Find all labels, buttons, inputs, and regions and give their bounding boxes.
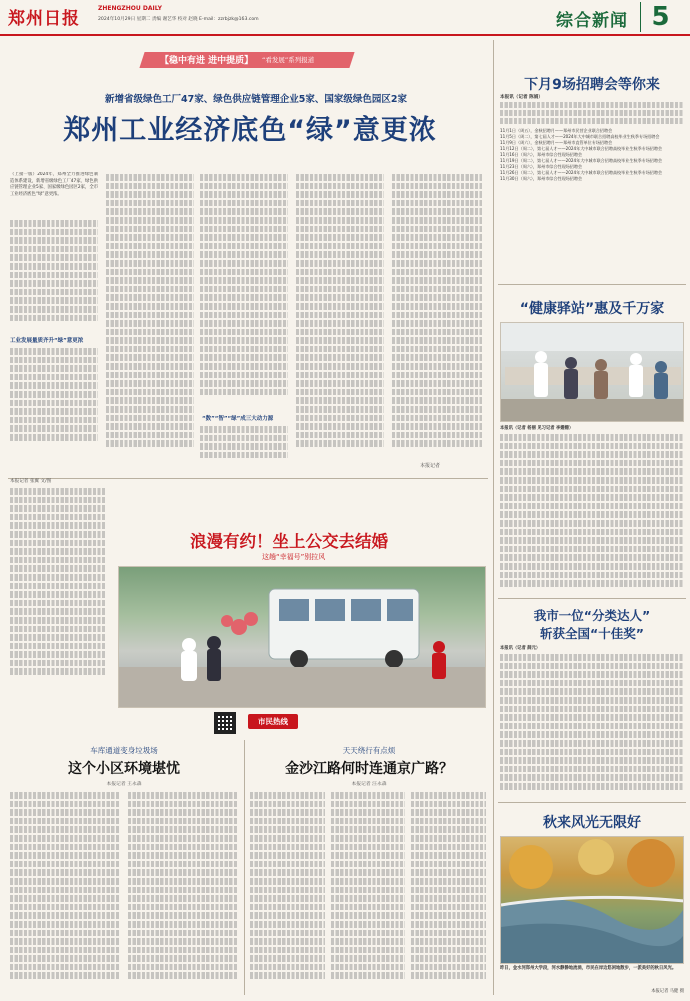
right-divider-1 [498,284,686,285]
trash-byline: 本报记者 王永森 [106,782,142,787]
jobs-item: 11月23日（周六），郑州市综合性现场招聘会 [500,164,583,169]
lead-text-col3 [200,172,288,412]
jobs-item: 11月16日（周六），郑州市综合性现场招聘会 [500,152,583,157]
trash-title: 这个小区环境堪忧 [68,761,180,777]
sorting-text [500,652,684,800]
sorting-title-1: 我市一位“分类达人” [533,608,651,623]
masthead [0,0,690,36]
autumn-caption: 昨日，金水河郑州大学段，河水静静地流淌，市民在岸边悠闲地散步，一派美好的秋日风光。 [500,966,677,971]
autumn-credit: 本报记者 马健 摄 [651,989,684,994]
right-divider-2 [498,598,686,599]
autumn-title: 秋来风光无限好 [543,815,641,831]
autumn-photo-scene [501,837,684,964]
lead-tag-sub: “看发展”系列报道 [262,56,315,64]
jobs-item: 11月5日（周二），第七届人才——2024年大中城市联合招聘高校毕业生秋季专场招聘会 [500,134,660,139]
jobs-list [500,128,684,182]
lead-text-col1 [10,218,98,336]
lead-text-col3b [200,424,288,464]
masthead-logo: 郑州日报 [8,9,80,29]
lead-subtitle: 新增省级绿色工厂47家、绿色供应链管理企业5家、国家级绿色园区2家 [105,94,407,105]
health-photo [500,322,684,422]
jobs-item: 11月9日（周六），金秋招聘月——郑州市直管单位专场招聘会 [500,140,613,145]
jobs-title: 下月9场招聘会等你来 [524,77,660,93]
lead-text-col1b [10,346,98,464]
road-text [250,790,486,990]
hotline-divider [244,740,245,995]
health-text [500,432,684,594]
lead-byline: 本报记者 [420,463,441,469]
page-number: 5 [640,2,680,32]
autumn-photo [500,836,684,964]
jobs-item: 11月12日（周二），第七届人才——2024年大中城市联合招聘高校毕业生秋季专场招聘会 [500,146,663,151]
lead-intro: （上接一版）2024年，郑州全力推进绿色制造体系建设，新增省级绿色工厂47家、绿色供应链管理企业5家、国家级绿色园区2家，全市工业经济底色“绿”意更浓。 [10,172,98,197]
bus-subtitle: 这趟“幸福号”别拉风 [262,553,326,561]
jobs-item: 11月19日（周二），第七届人才——2024年大中城市联合招聘高校毕业生秋季专场招聘会 [500,158,663,163]
health-title: “健康驿站”惠及千万家 [519,301,665,317]
sorting-byline: 本报讯（记者 薛元） [500,646,541,651]
trash-text [10,790,238,990]
lead-subhead-2: “数”“智”“绿”成三大动力源 [202,416,274,422]
bus-photo [118,566,486,708]
masthead-meta: 2024年10月29日 星期二 责编 谢艺华 校对 赵晓 E-mail：zzrbjzk@163.com [98,17,259,22]
section-divider [8,478,488,479]
bus-byline: 本报记者 张翼 文/图 [10,479,52,484]
health-byline: 本报讯（记者 杨丽 见习记者 李姗姗） [500,426,574,431]
section-title: 综合新闻 [556,11,628,31]
jobs-item: 11月30日（周六），郑州市综合性现场招聘会 [500,176,583,181]
lead-tag-main: 【稳中有进 进中提质】 [160,56,254,66]
health-photo-scene [501,323,684,422]
road-title: 金沙江路何时连通京广路？ [285,761,453,777]
bus-text-col1 [10,486,106,686]
road-byline: 本报记者 汪永森 [351,782,387,787]
jobs-byline: 本报讯（记者 陈娟） [500,95,543,100]
column-label: 市民热线 [248,714,298,729]
column-divider [493,40,494,995]
sorting-title-2: 斩获全国“十佳奖” [540,626,644,641]
lead-title: 郑州工业经济底色“绿”意更浓 [63,115,437,146]
road-kicker: 天天绕行有点烦 [342,746,396,755]
lead-tag-main-text: 稳中有进 进中提质 [169,56,245,66]
lead-subhead-1: 工业发展量质齐升“绿”意更浓 [10,338,84,344]
bus-title: 浪漫有约！坐上公交去结婚 [190,532,388,551]
lead-text-col4 [296,172,384,464]
jobs-item: 11月1日（周五），金秋招聘月——郑州市民营企业联合招聘会 [500,128,613,133]
jobs-item: 11月26日（周二），第七届人才——2024年大中城市联合招聘高校毕业生秋季专场招聘会 [500,170,663,175]
bus-photo-scene [119,567,486,708]
right-divider-3 [498,802,686,803]
lead-text-col5 [392,172,482,464]
qr-code-icon [214,712,236,734]
masthead-pinyin: ZHENGZHOU DAILY [98,5,162,12]
trash-kicker: 车库通道变身垃圾场 [90,746,158,755]
jobs-intro [500,100,684,124]
lead-text-col2 [106,172,194,464]
